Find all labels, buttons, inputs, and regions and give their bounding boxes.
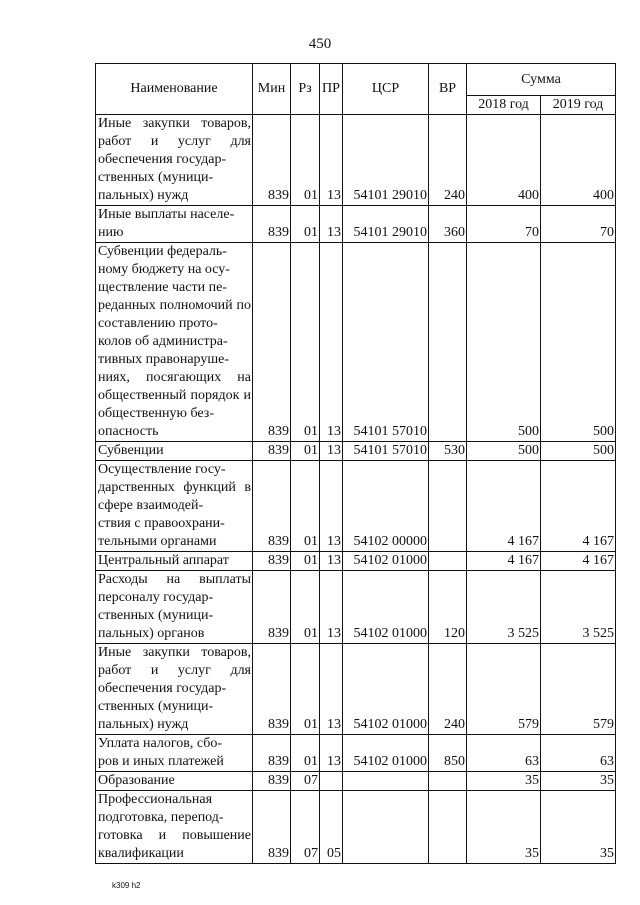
cell-y2018: 35 — [467, 772, 541, 791]
cell-rz: 01 — [291, 461, 320, 552]
cell-name: Иные выплаты населе- нию — [96, 206, 253, 243]
cell-y2019: 63 — [541, 735, 616, 772]
cell-y2019: 35 — [541, 791, 616, 864]
cell-vr — [429, 552, 467, 571]
header-vr: ВР — [429, 64, 467, 115]
header-rz: Рз — [291, 64, 320, 115]
cell-pr: 13 — [320, 115, 343, 206]
cell-csr: 54102 01000 — [343, 552, 429, 571]
header-min: Мин — [253, 64, 291, 115]
cell-csr: 54102 00000 — [343, 461, 429, 552]
table-body — [96, 115, 616, 864]
cell-y2019: 500 — [541, 442, 616, 461]
cell-rz: 01 — [291, 735, 320, 772]
cell-pr: 13 — [320, 552, 343, 571]
cell-vr — [429, 461, 467, 552]
cell-vr: 850 — [429, 735, 467, 772]
table-row — [96, 552, 616, 571]
table-row — [96, 442, 616, 461]
cell-rz: 07 — [291, 791, 320, 864]
cell-name: Иные закупки товаров, работ и услуг для обеспечения государ- ственных (муници- пальных) нужд — [96, 115, 253, 206]
cell-csr: 54102 01000 — [343, 735, 429, 772]
cell-pr: 13 — [320, 571, 343, 644]
cell-pr: 13 — [320, 461, 343, 552]
cell-y2018: 3 525 — [467, 571, 541, 644]
header-name: Наименование — [96, 64, 253, 115]
cell-min: 839 — [253, 461, 291, 552]
cell-y2018: 63 — [467, 735, 541, 772]
cell-name: Профессиональная подготовка, перепод- готовка и повышение квалификации — [96, 791, 253, 864]
footer-code: k309 h2 — [112, 881, 141, 890]
cell-vr — [429, 791, 467, 864]
cell-name: Центральный аппарат — [96, 552, 253, 571]
cell-name: Осуществление госу- дарственных функций в сфере взаимодей- ствия с правоохрани- тельными органами — [96, 461, 253, 552]
table-row — [96, 735, 616, 772]
cell-y2019: 3 525 — [541, 571, 616, 644]
cell-y2019: 70 — [541, 206, 616, 243]
cell-rz: 01 — [291, 243, 320, 442]
cell-vr — [429, 243, 467, 442]
cell-csr — [343, 772, 429, 791]
cell-csr: 54102 01000 — [343, 644, 429, 735]
cell-name: Расходы на выплаты персоналу государ- ственных (муници- пальных) органов — [96, 571, 253, 644]
cell-min: 839 — [253, 442, 291, 461]
cell-min: 839 — [253, 571, 291, 644]
cell-min: 839 — [253, 552, 291, 571]
cell-name: Субвенции — [96, 442, 253, 461]
cell-y2018: 4 167 — [467, 552, 541, 571]
cell-rz: 07 — [291, 772, 320, 791]
cell-name: Иные закупки товаров, работ и услуг для обеспечения государ- ственных (муници- пальных) нужд — [96, 644, 253, 735]
cell-y2018: 400 — [467, 115, 541, 206]
cell-y2019: 4 167 — [541, 552, 616, 571]
cell-vr — [429, 772, 467, 791]
cell-csr: 54101 57010 — [343, 442, 429, 461]
cell-min: 839 — [253, 206, 291, 243]
cell-pr — [320, 772, 343, 791]
cell-csr: 54101 29010 — [343, 115, 429, 206]
cell-pr: 13 — [320, 243, 343, 442]
cell-csr: 54101 29010 — [343, 206, 429, 243]
cell-y2018: 500 — [467, 442, 541, 461]
cell-name: Уплата налогов, сбо- ров и иных платежей — [96, 735, 253, 772]
cell-min: 839 — [253, 735, 291, 772]
cell-rz: 01 — [291, 206, 320, 243]
cell-min: 839 — [253, 644, 291, 735]
cell-pr: 13 — [320, 644, 343, 735]
cell-rz: 01 — [291, 552, 320, 571]
cell-y2019: 35 — [541, 772, 616, 791]
cell-y2018: 500 — [467, 243, 541, 442]
budget-table — [95, 63, 616, 864]
cell-vr: 240 — [429, 115, 467, 206]
cell-min: 839 — [253, 791, 291, 864]
cell-y2019: 400 — [541, 115, 616, 206]
cell-y2019: 4 167 — [541, 461, 616, 552]
table-row — [96, 115, 616, 206]
cell-name: Образование — [96, 772, 253, 791]
header-pr: ПР — [320, 64, 343, 115]
header-year-2019: 2019 год — [541, 96, 616, 115]
header-sum: Сумма — [467, 64, 616, 96]
table-row — [96, 772, 616, 791]
cell-y2019: 500 — [541, 243, 616, 442]
table-row — [96, 571, 616, 644]
cell-y2018: 35 — [467, 791, 541, 864]
cell-y2019: 579 — [541, 644, 616, 735]
cell-rz: 01 — [291, 571, 320, 644]
cell-csr — [343, 791, 429, 864]
cell-vr: 240 — [429, 644, 467, 735]
cell-csr: 54101 57010 — [343, 243, 429, 442]
cell-pr: 05 — [320, 791, 343, 864]
cell-min: 839 — [253, 772, 291, 791]
table-row — [96, 791, 616, 864]
cell-min: 839 — [253, 243, 291, 442]
cell-y2018: 579 — [467, 644, 541, 735]
cell-y2018: 4 167 — [467, 461, 541, 552]
cell-vr: 530 — [429, 442, 467, 461]
cell-vr: 360 — [429, 206, 467, 243]
cell-name: Субвенции федераль- ному бюджету на осу- ществление части пе- реданных полномочий по составлению прото- колов об администра- тивных правонаруше- ниях, посягающих на общественный порядок и общественную без- опасность — [96, 243, 253, 442]
cell-rz: 01 — [291, 644, 320, 735]
cell-csr: 54102 01000 — [343, 571, 429, 644]
cell-pr: 13 — [320, 442, 343, 461]
cell-pr: 13 — [320, 735, 343, 772]
cell-pr: 13 — [320, 206, 343, 243]
header-csr: ЦСР — [343, 64, 429, 115]
table-row — [96, 644, 616, 735]
cell-rz: 01 — [291, 115, 320, 206]
cell-y2018: 70 — [467, 206, 541, 243]
table-row — [96, 243, 616, 442]
table-row — [96, 206, 616, 243]
table-row — [96, 461, 616, 552]
cell-min: 839 — [253, 115, 291, 206]
header-year-2018: 2018 год — [467, 96, 541, 115]
cell-rz: 01 — [291, 442, 320, 461]
cell-vr: 120 — [429, 571, 467, 644]
page-number: 450 — [308, 36, 332, 52]
